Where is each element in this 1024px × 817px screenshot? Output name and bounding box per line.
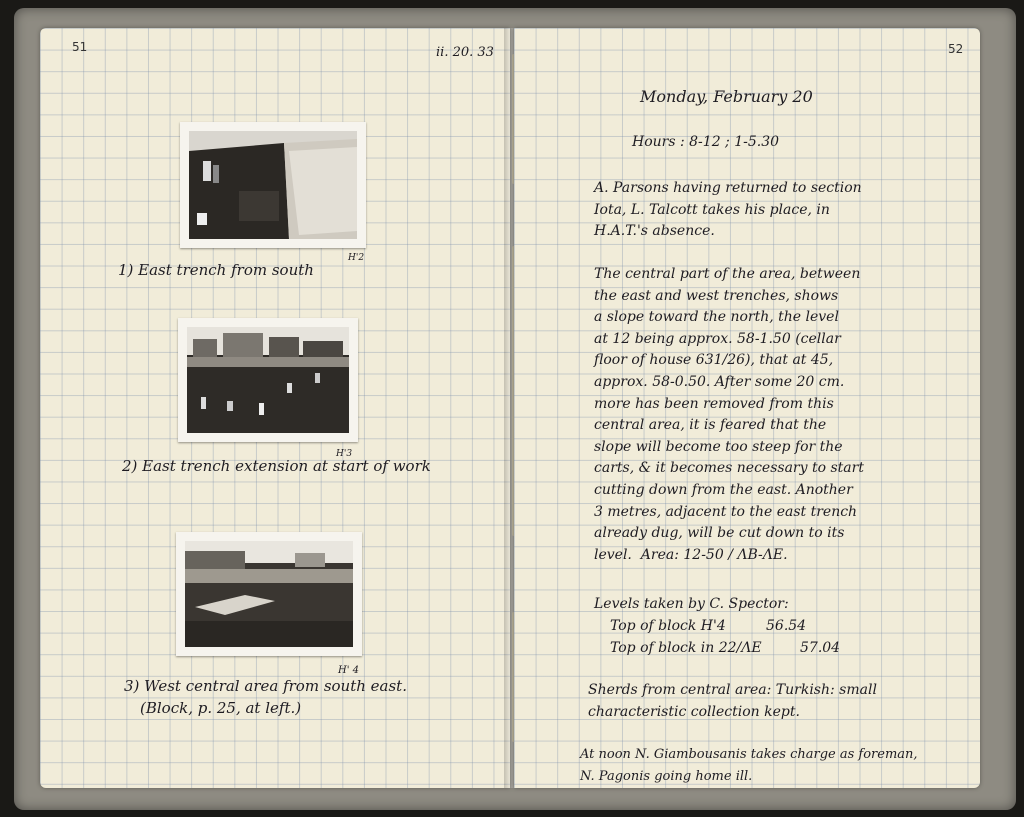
text-line: Iota, L. Talcott takes his place, in [594, 201, 830, 218]
photo-caption-2: 2) East trench extension at start of work [122, 457, 431, 475]
text-line: H.A.T.'s absence. [594, 223, 715, 240]
text-line: A. Parsons having returned to section [594, 180, 862, 196]
photo-east-trench-extension [178, 318, 358, 442]
level-value-2: 57.04 [800, 640, 841, 656]
text-line: at 12 being approx. 58-1.50 (cellar [594, 330, 841, 347]
photo-caption-3: 3) West central area from south east. [124, 677, 407, 695]
text-line: central area, it is feared that the [594, 417, 827, 434]
photo-caption-3-line2: (Block, p. 25, at left.) [140, 699, 302, 717]
text-line: At noon N. Giambousanis takes charge as foreman, [580, 747, 918, 762]
photo-image [189, 131, 357, 239]
photo-image [187, 327, 349, 433]
photo-ref-1: H'2 [348, 253, 365, 263]
text-line: characteristic collection kept. [588, 703, 800, 720]
paragraph-sherds [588, 680, 877, 723]
text-line: more has been removed from this [594, 395, 834, 412]
right-page-number: 52 [948, 42, 964, 56]
text-line: already dug, will be cut down to its [594, 525, 845, 542]
text-line: the east and west trenches, shows [594, 287, 839, 304]
text-line: level. Area: 12-50 / ΛB-ΛE. [594, 546, 788, 563]
photo-ref-3: H' 4 [338, 665, 360, 676]
text-line: The central part of the area, between [594, 266, 861, 282]
photo-west-central-area [176, 532, 362, 656]
paragraph-section-change [594, 178, 862, 243]
paragraph-central-area [594, 264, 864, 566]
photo-image [185, 541, 353, 647]
photo-east-trench-south [180, 122, 366, 248]
text-line: 3 metres, adjacent to the east trench [594, 503, 858, 520]
level-label-2: Top of block in 22/ΛE [610, 640, 762, 656]
text-line: slope will become too steep for the [594, 438, 843, 455]
level-label-1: Top of block H'4 [610, 618, 726, 634]
left-header-date: ii. 20. 33 [436, 45, 494, 60]
paragraph-noon [580, 744, 918, 787]
right-page [514, 28, 980, 788]
left-page [40, 28, 510, 788]
text-line: a slope toward the north, the level [594, 309, 839, 326]
levels-title: Levels taken by C. Spector: [594, 596, 789, 612]
text-line: approx. 58-0.50. After some 20 cm. [594, 373, 845, 390]
text-line: carts, & it becomes necessary to start [594, 460, 864, 477]
level-value-1: 56.54 [766, 618, 807, 634]
photo-caption-1: 1) East trench from south [118, 261, 314, 279]
date-heading: Monday, February 20 [640, 87, 813, 106]
text-line: cutting down from the east. Another [594, 481, 853, 498]
text-line: Sherds from central area: Turkish: small [588, 682, 877, 698]
text-line: N. Pagonis going home ill. [580, 768, 753, 784]
hours-line: Hours : 8-12 ; 1-5.30 [632, 134, 780, 150]
text-line: floor of house 631/26), that at 45, [594, 352, 834, 369]
left-page-number: 51 [72, 40, 88, 54]
photo-ref-2: H'3 [336, 449, 353, 459]
